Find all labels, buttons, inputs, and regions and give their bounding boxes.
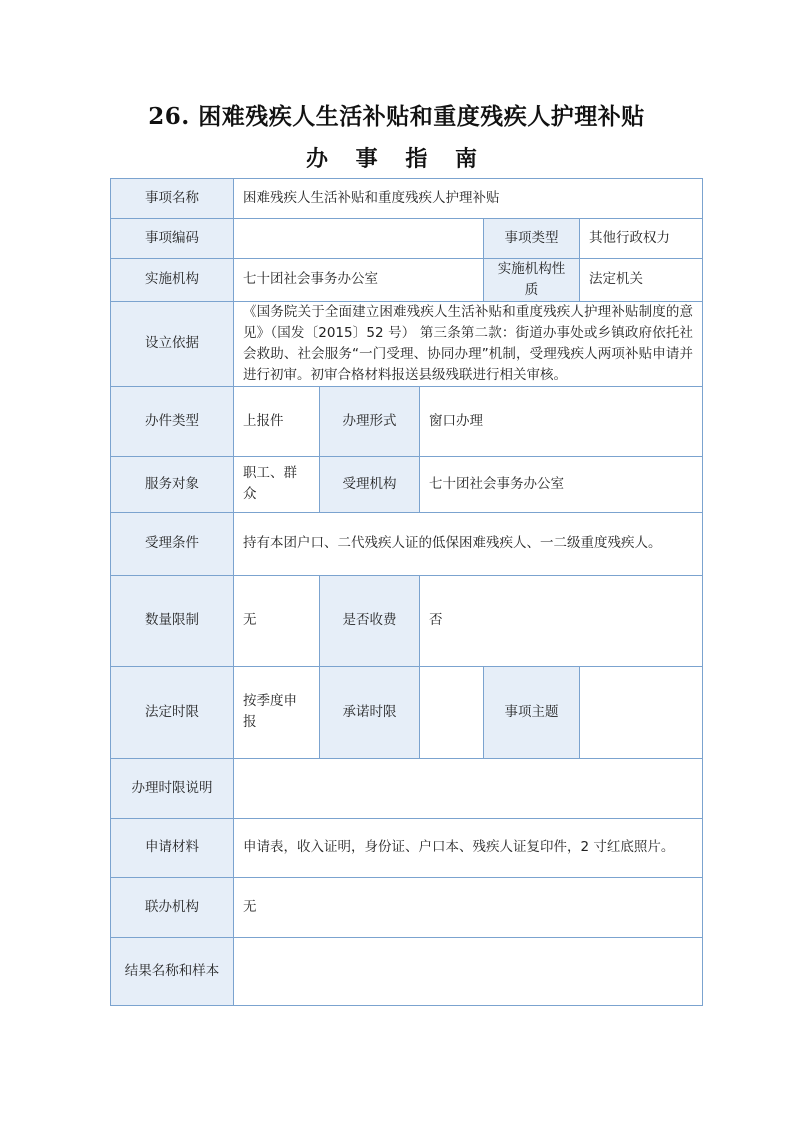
label-agency: 实施机构 xyxy=(111,259,234,302)
value-agency-nature: 法定机关 xyxy=(580,259,703,302)
value-item-code xyxy=(234,219,484,259)
row-item-name xyxy=(111,179,703,219)
label-basis: 设立依据 xyxy=(111,301,234,386)
row-materials xyxy=(111,818,703,877)
value-result xyxy=(234,937,703,1005)
label-theme: 事项主题 xyxy=(484,666,580,758)
value-basis: 《国务院关于全面建立困难残疾人生活补贴和重度残疾人护理补贴制度的意见》（国发〔2015〕52 号） 第三条第二款：街道办事处或乡镇政府依托社会救助、社会服务“一门受理、协同办理”机制，受理残疾人两项补贴申请并进行初审。初审合格材料报送县级残联进行相关审核。 xyxy=(234,301,703,386)
row-legal-time xyxy=(111,666,703,758)
row-quantity-limit xyxy=(111,575,703,666)
row-agency xyxy=(111,259,703,302)
value-handle-form: 窗口办理 xyxy=(420,386,703,456)
document-title: 26. 困难残疾人生活补贴和重度残疾人护理补贴 xyxy=(148,103,645,130)
label-item-type: 事项类型 xyxy=(484,219,580,259)
value-agency: 七十团社会事务办公室 xyxy=(234,259,484,302)
label-charge: 是否收费 xyxy=(320,575,420,666)
row-case-type xyxy=(111,386,703,456)
row-result xyxy=(111,937,703,1005)
value-joint-agency: 无 xyxy=(234,877,703,937)
value-case-type: 上报件 xyxy=(234,386,320,456)
value-materials: 申请表，收入证明，身份证、户口本、残疾人证复印件，2 寸红底照片。 xyxy=(234,818,703,877)
label-time-note: 办理时限说明 xyxy=(111,758,234,818)
row-time-note xyxy=(111,758,703,818)
value-conditions: 持有本团户口、二代残疾人证的低保困难残疾人、一二级重度残疾人。 xyxy=(234,512,703,575)
label-promised-time: 承诺时限 xyxy=(320,666,420,758)
value-theme xyxy=(580,666,703,758)
service-guide-table xyxy=(110,178,703,1006)
value-item-type: 其他行政权力 xyxy=(580,219,703,259)
row-item-code xyxy=(111,219,703,259)
label-service-target: 服务对象 xyxy=(111,456,234,512)
label-item-name: 事项名称 xyxy=(111,179,234,219)
label-materials: 申请材料 xyxy=(111,818,234,877)
label-conditions: 受理条件 xyxy=(111,512,234,575)
value-promised-time xyxy=(420,666,484,758)
row-joint-agency xyxy=(111,877,703,937)
value-accepting-agency: 七十团社会事务办公室 xyxy=(420,456,703,512)
row-conditions xyxy=(111,512,703,575)
label-accepting-agency: 受理机构 xyxy=(320,456,420,512)
label-result: 结果名称和样本 xyxy=(111,937,234,1005)
value-quantity-limit: 无 xyxy=(234,575,320,666)
row-service-target xyxy=(111,456,703,512)
row-basis xyxy=(111,301,703,386)
value-legal-time: 按季度申报 xyxy=(234,666,320,758)
label-joint-agency: 联办机构 xyxy=(111,877,234,937)
label-quantity-limit: 数量限制 xyxy=(111,575,234,666)
value-time-note xyxy=(234,758,703,818)
label-item-code: 事项编码 xyxy=(111,219,234,259)
label-handle-form: 办理形式 xyxy=(320,386,420,456)
label-legal-time: 法定时限 xyxy=(111,666,234,758)
value-service-target: 职工、群众 xyxy=(234,456,320,512)
value-item-name: 困难残疾人生活补贴和重度残疾人护理补贴 xyxy=(234,179,703,219)
label-agency-nature: 实施机构性质 xyxy=(484,259,580,302)
label-case-type: 办件类型 xyxy=(111,386,234,456)
value-charge: 否 xyxy=(420,575,703,666)
document-subtitle: 办 事 指 南 xyxy=(306,146,487,172)
